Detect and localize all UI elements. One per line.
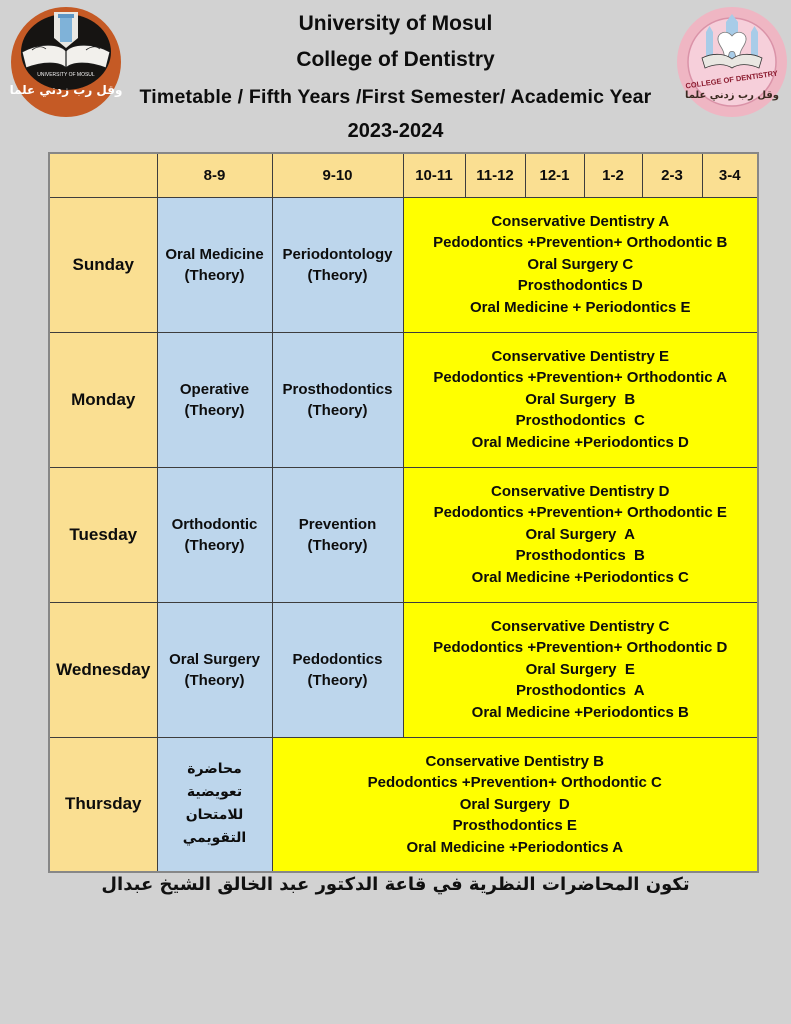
group-line: Conservative Dentistry C [491, 617, 670, 635]
day-label: Thursday [49, 737, 157, 872]
lecture-cell [157, 332, 272, 467]
makeup-lecture-line: محاضرة تعويضية [186, 761, 243, 801]
university-logo-calligraphy: وقل رب زدني علما [10, 83, 122, 97]
row-wednesday [49, 602, 758, 737]
lecture-cell [157, 602, 272, 737]
footer-note: تكون المحاضرات النظرية في قاعة الدكتور عبد الخالق الشيخ عبدال [101, 874, 690, 895]
lecture-type: (Theory) [307, 401, 368, 419]
group-line: Conservative Dentistry A [491, 212, 670, 230]
group-schedule-cell [403, 332, 758, 467]
college-of-dentistry-logo [676, 6, 788, 118]
group-line: Pedodontics +Prevention+ Orthodontic A [433, 369, 728, 387]
time-header-9-10: 9-10 [272, 153, 403, 197]
time-header-12-1: 12-1 [525, 153, 584, 197]
group-line: Oral Surgery D [459, 795, 570, 813]
lecture-type: (Theory) [184, 401, 245, 419]
lecture-subject: Orthodontic [171, 515, 258, 533]
lecture-cell [272, 197, 403, 332]
group-line: Pedodontics +Prevention+ Orthodontic E [433, 504, 727, 522]
lecture-subject: Oral Medicine [165, 245, 264, 263]
timetable-title: Timetable / Fifth Years /First Semester/ Academic Year [139, 86, 652, 108]
group-line: Oral Medicine +Periodontics C [471, 568, 689, 586]
lecture-type: (Theory) [184, 536, 245, 554]
group-schedule-cell [272, 737, 758, 872]
group-line: Pedodontics +Prevention+ Orthodontic D [433, 639, 728, 657]
day-label: Sunday [49, 197, 157, 332]
time-header-11-12: 11-12 [465, 153, 525, 197]
group-line: Prosthodontics A [515, 682, 645, 700]
lecture-type: (Theory) [307, 266, 368, 284]
lecture-subject: Operative [179, 380, 250, 398]
time-header-3-4: 3-4 [702, 153, 758, 197]
college-name: College of Dentistry [296, 48, 495, 71]
day-label: Wednesday [49, 602, 157, 737]
group-line: Oral Surgery A [525, 525, 635, 543]
row-monday [49, 332, 758, 467]
lecture-subject: Prosthodontics [282, 380, 393, 398]
lecture-type: (Theory) [184, 671, 245, 689]
makeup-lecture-line: للامتحان التقويمي [182, 807, 247, 847]
makeup-lecture-cell [157, 737, 272, 872]
timetable [48, 152, 759, 873]
row-tuesday [49, 467, 758, 602]
group-line: Pedodontics +Prevention+ Orthodontic C [367, 774, 662, 791]
lecture-type: (Theory) [184, 266, 245, 284]
group-line: Oral Surgery C [527, 255, 634, 273]
lecture-subject: Oral Surgery [169, 650, 260, 668]
group-schedule-cell [403, 197, 758, 332]
group-schedule-cell [403, 467, 758, 602]
college-logo-text: COLLEGE OF DENTISTRY [684, 68, 779, 91]
day-label: Tuesday [49, 467, 157, 602]
group-line: Conservative Dentistry D [491, 482, 670, 500]
row-thursday [49, 737, 758, 872]
lecture-subject: Prevention [298, 515, 377, 533]
time-header-row [49, 153, 758, 197]
lecture-subject: Periodontology [282, 245, 393, 263]
corner-cell [49, 153, 157, 197]
lecture-cell [272, 332, 403, 467]
group-line: Oral Medicine +Periodontics A [406, 838, 624, 856]
lecture-cell [272, 467, 403, 602]
group-line: Oral Surgery E [525, 660, 635, 678]
group-line: Oral Medicine +Periodontics B [471, 703, 689, 721]
group-line: Pedodontics +Prevention+ Orthodontic B [433, 234, 728, 252]
time-header-1-2: 1-2 [584, 153, 642, 197]
lecture-cell [157, 197, 272, 332]
university-name: University of Mosul [298, 12, 493, 35]
group-line: Oral Surgery B [525, 390, 636, 408]
time-header-10-11: 10-11 [403, 153, 465, 197]
minaret-icon [60, 16, 72, 42]
college-logo-calligraphy: وقل رب زدني علما [684, 90, 780, 101]
university-of-mosul-logo [10, 6, 122, 118]
group-line: Conservative Dentistry B [425, 752, 604, 770]
university-logo-text: UNIVERSITY OF MOSUL [37, 72, 95, 78]
day-label: Monday [49, 332, 157, 467]
group-line: Prosthodontics D [517, 277, 643, 295]
group-line: Oral Medicine + Periodontics E [470, 298, 691, 316]
lecture-subject: Pedodontics [292, 650, 383, 668]
group-line: Conservative Dentistry E [491, 347, 670, 365]
lecture-type: (Theory) [307, 671, 368, 689]
lecture-cell [272, 602, 403, 737]
group-line: Oral Medicine +Periodontics D [471, 433, 689, 451]
header-titles [125, 0, 666, 143]
time-header-2-3: 2-3 [642, 153, 702, 197]
lecture-type: (Theory) [307, 536, 368, 554]
row-sunday [49, 197, 758, 332]
lecture-cell [157, 467, 272, 602]
academic-year: 2023-2024 [347, 120, 444, 142]
time-header-8-9: 8-9 [157, 153, 272, 197]
group-schedule-cell [403, 602, 758, 737]
group-line: Prosthodontics E [452, 817, 577, 834]
group-line: Prosthodontics C [515, 412, 645, 430]
group-line: Prosthodontics B [515, 547, 645, 565]
header [0, 0, 791, 150]
